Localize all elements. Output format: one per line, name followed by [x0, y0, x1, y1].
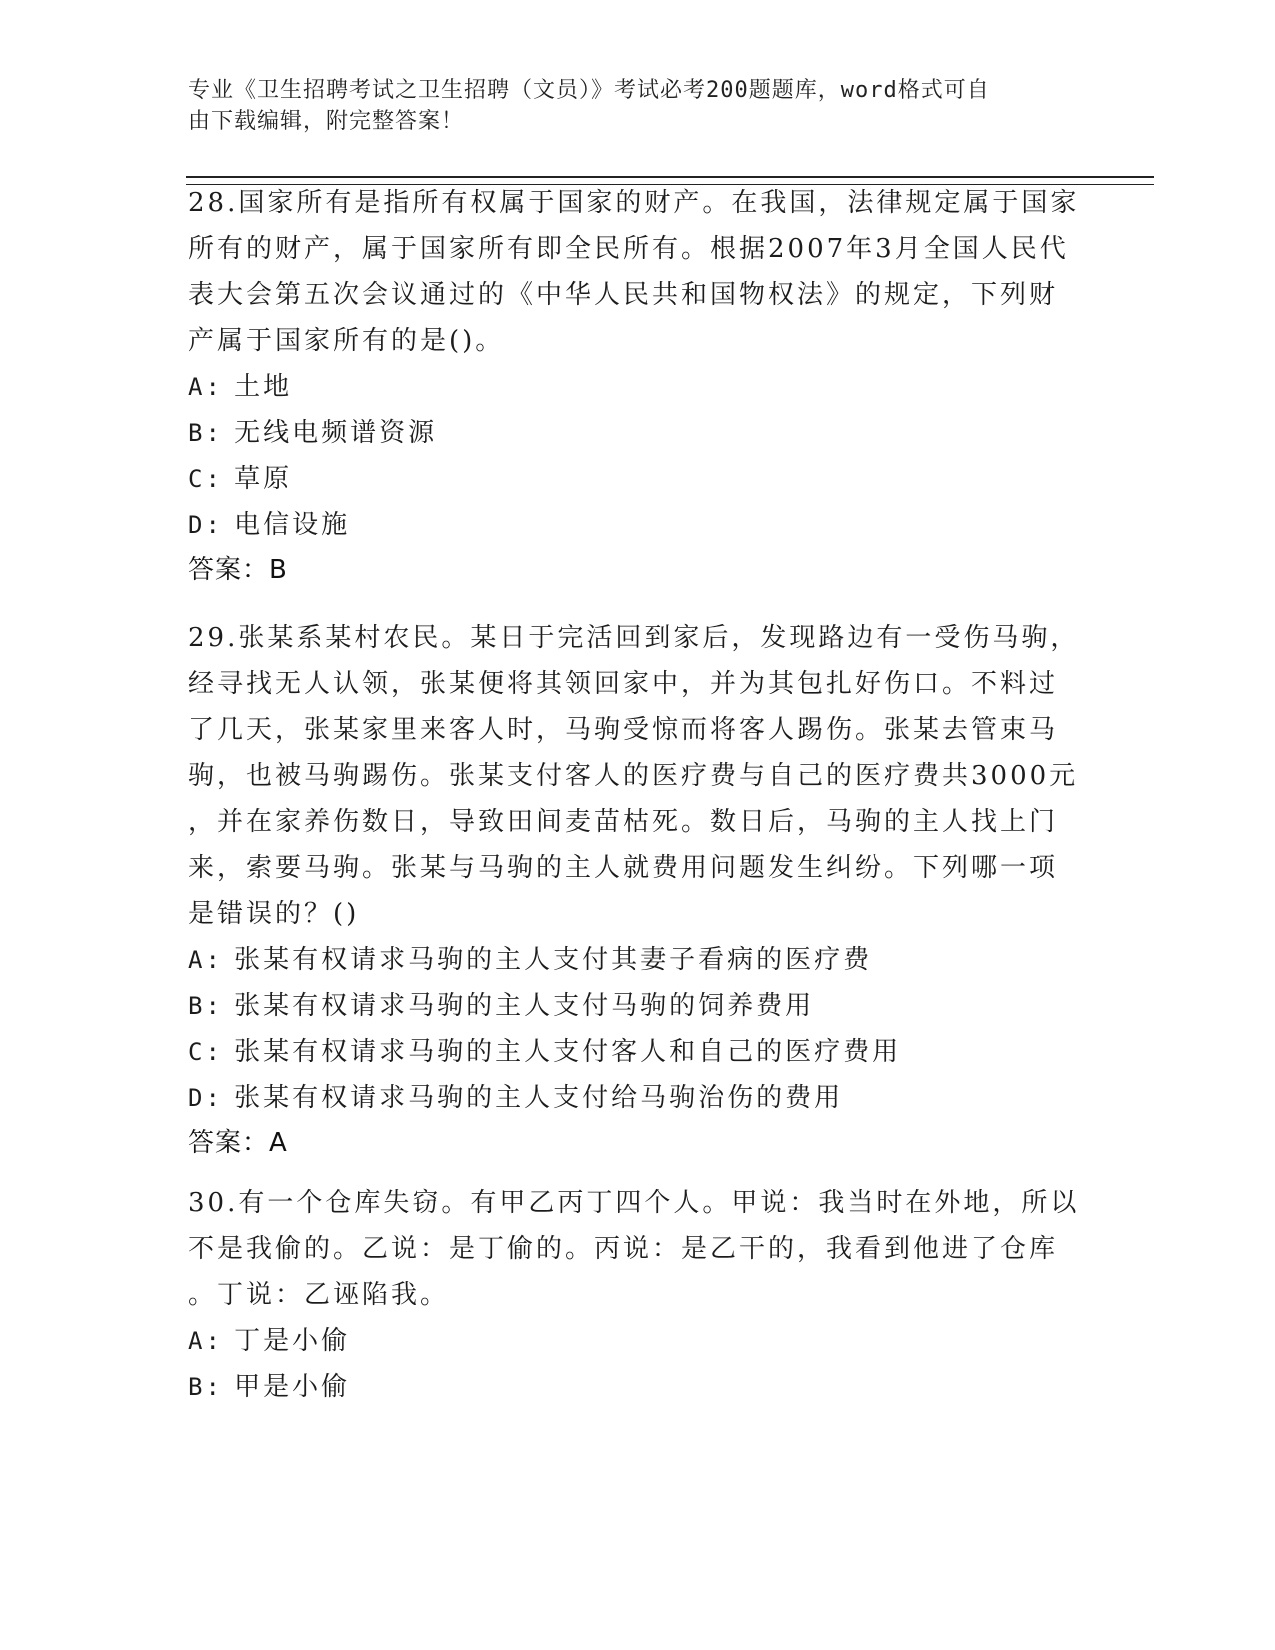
option-b [188, 983, 1088, 1029]
option-key: A: [188, 1327, 223, 1355]
option-text: 土地 [234, 372, 293, 402]
option-c [188, 1029, 1088, 1075]
question-stem-line: 来，索要马驹。张某与马驹的主人就费用问题发生纠纷。下列哪一项 [188, 853, 1059, 883]
question-28 [188, 180, 1088, 592]
option-d [188, 1075, 1088, 1121]
answer-line: 答案：A [188, 1128, 288, 1158]
question-stem-line: 是错误的？() [188, 899, 360, 929]
question-stem-line: 29.张某系某村农民。某日于完活回到家后，发现路边有一受伤马驹， [188, 623, 1080, 653]
header-line-2: 由下载编辑，附完整答案！ [188, 109, 465, 134]
question-stem-line: 驹，也被马驹踢伤。张某支付客人的医疗费与自己的医疗费共3000元 [188, 761, 1079, 791]
option-a [188, 1318, 1088, 1364]
option-key: A: [188, 946, 223, 974]
option-key: C: [188, 465, 223, 493]
question-30 [188, 1180, 1088, 1410]
question-stem-line: 30.有一个仓库失窃。有甲乙丙丁四个人。甲说：我当时在外地，所以 [188, 1188, 1080, 1218]
question-stem-line: 28.国家所有是指所有权属于国家的财产。在我国，法律规定属于国家 [188, 188, 1080, 218]
option-text: 草原 [234, 464, 293, 494]
question-stem-line: 不是我偷的。乙说：是丁偷的。丙说：是乙干的，我看到他进了仓库 [188, 1234, 1059, 1264]
question-stem-line: 经寻找无人认领，张某便将其领回家中，并为其包扎好伤口。不料过 [188, 669, 1059, 699]
option-text: 甲是小偷 [234, 1372, 351, 1402]
option-text: 张某有权请求马驹的主人支付给马驹治伤的费用 [234, 1083, 844, 1113]
option-d [188, 502, 1088, 548]
answer-line: 答案：B [188, 555, 288, 585]
option-key: B: [188, 992, 223, 1020]
header-line-1: 专业《卫生招聘考试之卫生招聘（文员）》考试必考200题题库，word格式可自 [188, 78, 990, 103]
question-stem-line: ，并在家养伤数日，导致田间麦苗枯死。数日后，马驹的主人找上门 [188, 807, 1059, 837]
option-key: B: [188, 419, 223, 447]
question-stem-line: 。丁说：乙诬陷我。 [188, 1280, 450, 1310]
option-b [188, 1364, 1088, 1410]
option-a [188, 937, 1088, 983]
option-text: 张某有权请求马驹的主人支付马驹的饲养费用 [234, 991, 815, 1021]
option-text: 张某有权请求马驹的主人支付客人和自己的医疗费用 [234, 1037, 902, 1067]
option-key: A: [188, 373, 223, 401]
question-stem-line: 产属于国家所有的是()。 [188, 326, 505, 356]
option-key: B: [188, 1373, 223, 1401]
option-key: C: [188, 1038, 223, 1066]
option-b [188, 410, 1088, 456]
question-stem-line: 表大会第五次会议通过的《中华人民共和国物权法》的规定，下列财 [188, 280, 1059, 310]
option-text: 电信设施 [234, 510, 351, 540]
option-text: 无线电频谱资源 [234, 418, 438, 448]
option-text: 张某有权请求马驹的主人支付其妻子看病的医疗费 [234, 945, 873, 975]
document-header [188, 75, 1088, 137]
question-29 [188, 615, 1088, 1165]
question-stem-line: 所有的财产，属于国家所有即全民所有。根据2007年3月全国人民代 [188, 234, 1069, 264]
option-key: D: [188, 511, 223, 539]
option-text: 丁是小偷 [234, 1326, 351, 1356]
option-c [188, 456, 1088, 502]
question-stem-line: 了几天，张某家里来客人时，马驹受惊而将客人踢伤。张某去管束马 [188, 715, 1059, 745]
option-key: D: [188, 1084, 223, 1112]
option-a [188, 364, 1088, 410]
